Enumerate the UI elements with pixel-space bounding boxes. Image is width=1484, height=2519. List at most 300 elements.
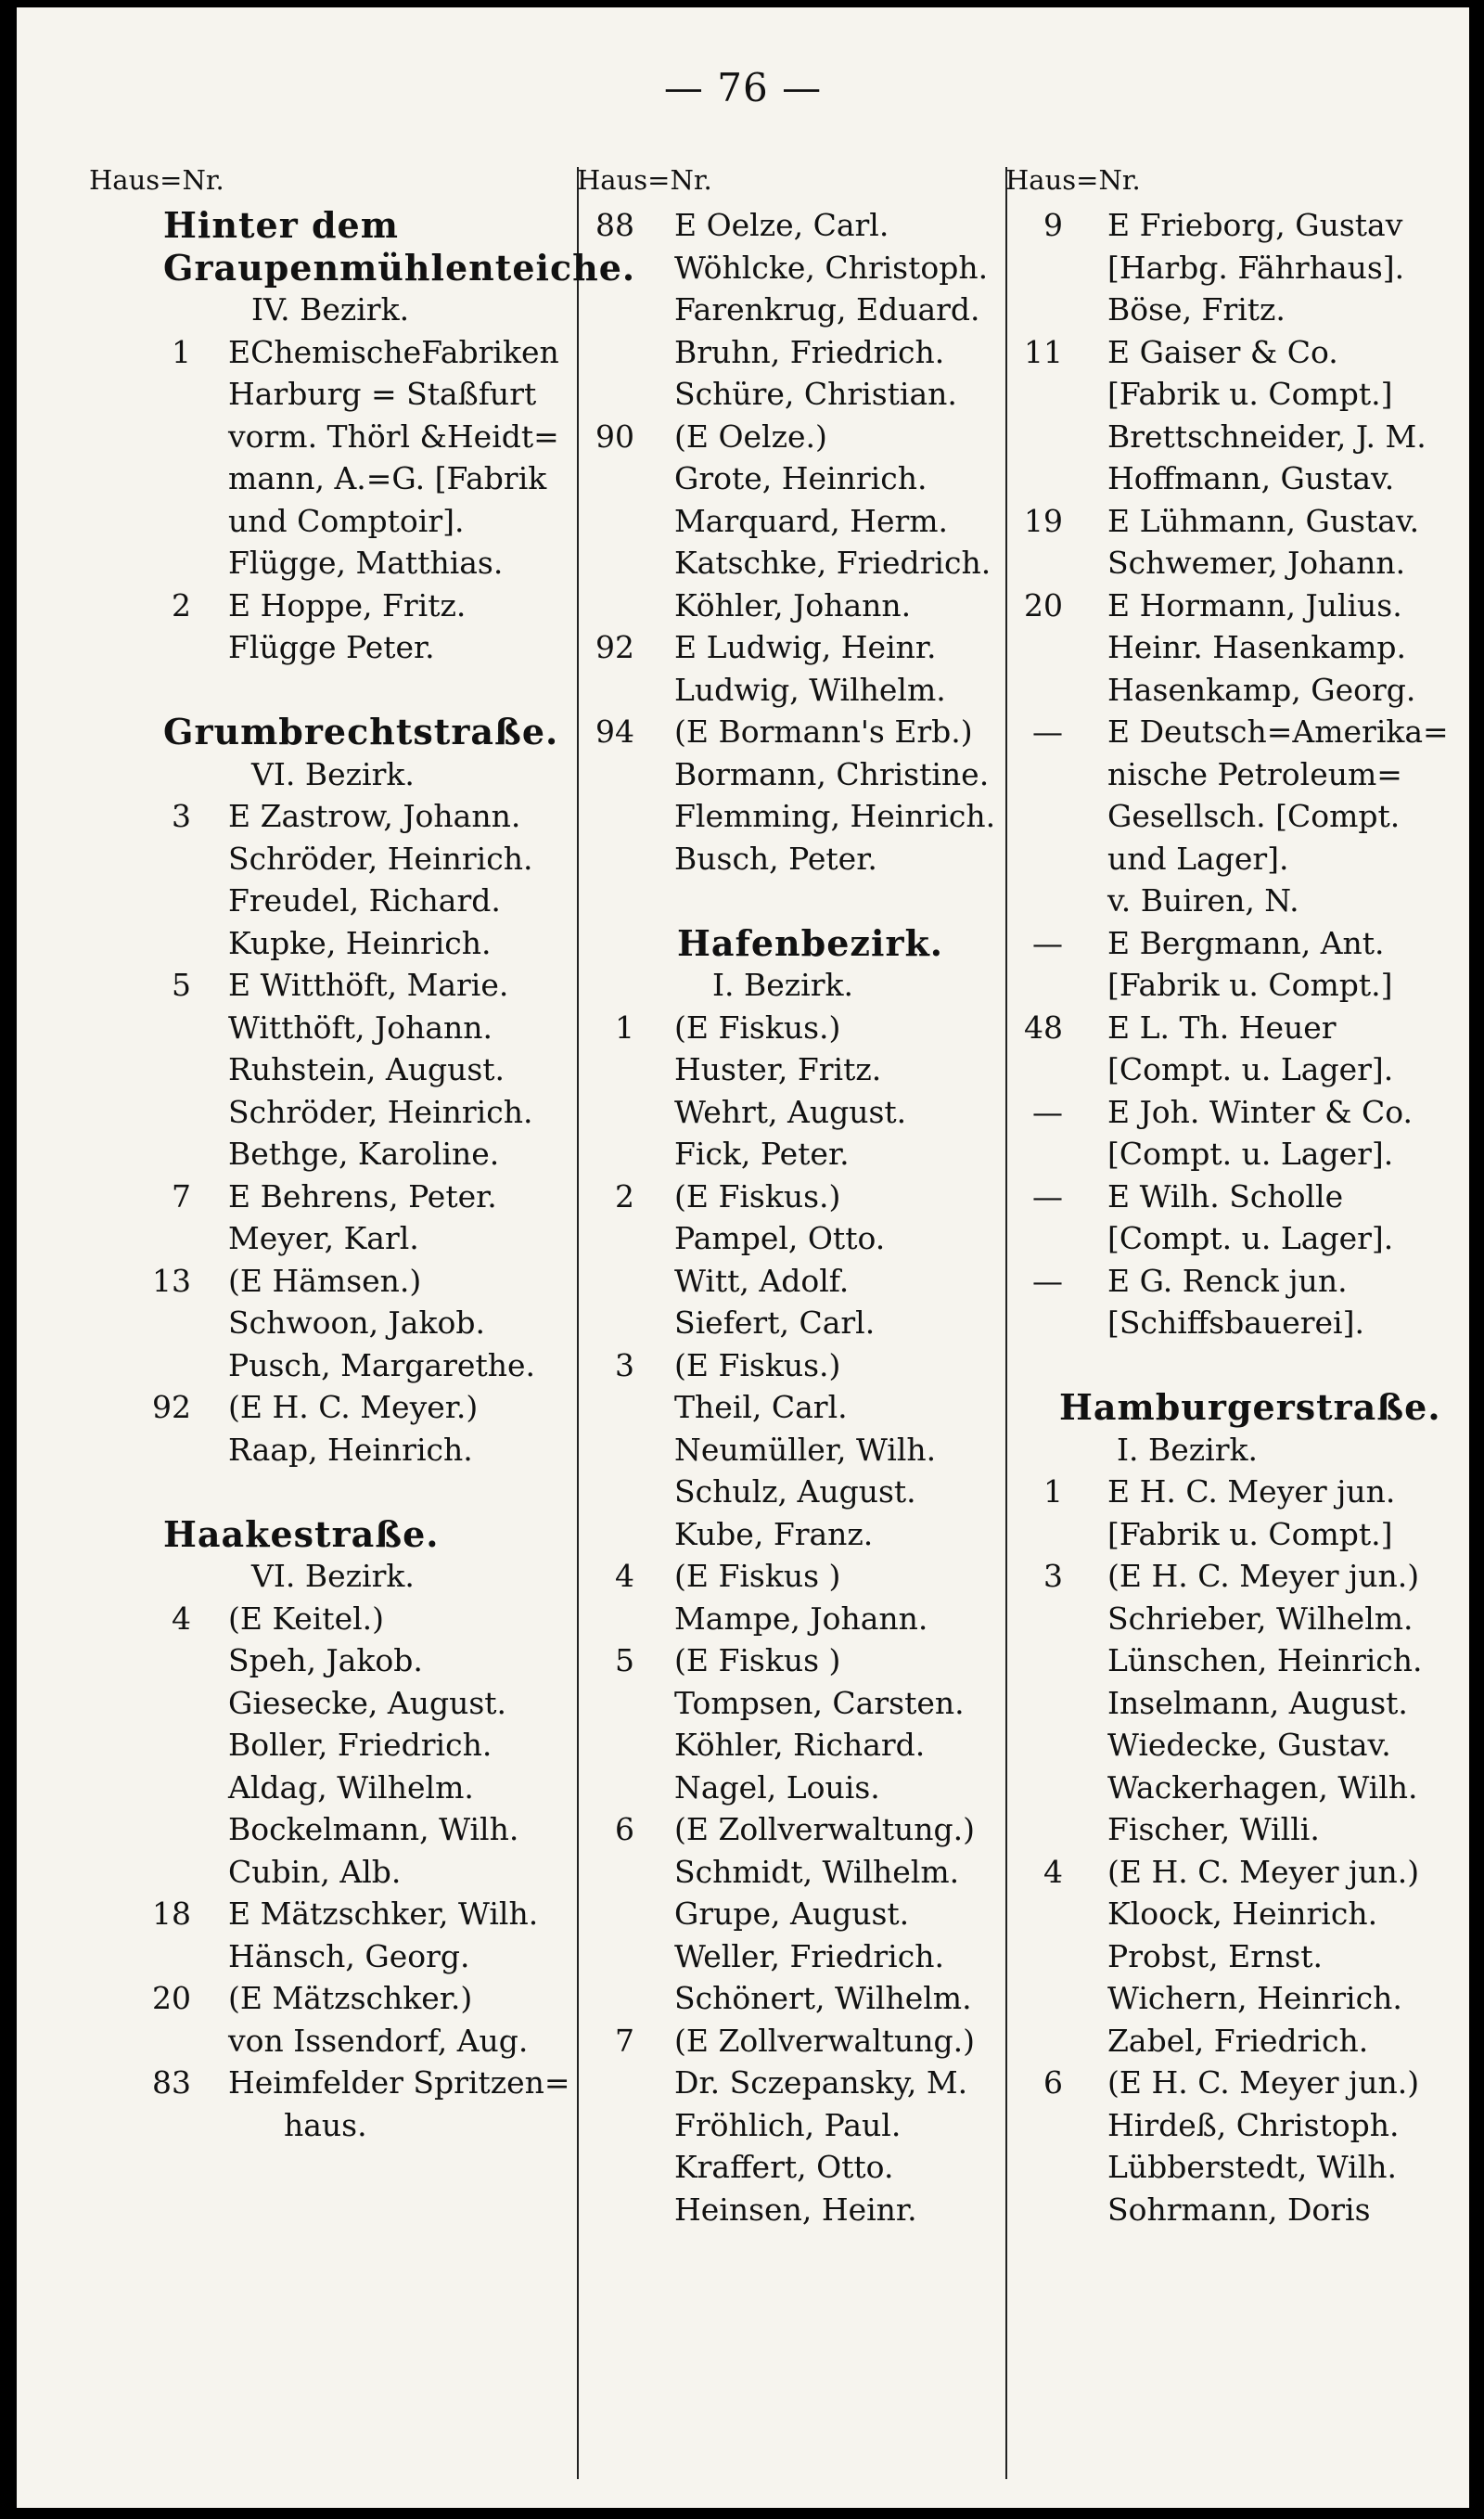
house-entry: [135, 2062, 571, 2104]
house-number: 2: [615, 1177, 634, 1215]
district-label: [586, 964, 1004, 1007]
resident-line: [1015, 416, 1469, 458]
entry-text: Schröder, Heinrich.: [228, 1093, 533, 1130]
resident-line: [586, 669, 1004, 712]
resident-line: [135, 1639, 571, 1682]
entry-text: [Fabrik u. Compt.]: [1107, 967, 1393, 1003]
house-entry: [586, 204, 1004, 247]
entry-text: Brettschneider, J. M.: [1107, 418, 1426, 455]
entry-text: Hänsch, Georg.: [228, 1937, 470, 1974]
resident-line: [586, 753, 1004, 796]
house-entry: [1015, 331, 1469, 374]
entry-text: Probst, Ernst.: [1107, 1937, 1323, 1974]
resident-line: [586, 457, 1004, 500]
entry-text: Fick, Peter.: [674, 1136, 850, 1172]
resident-line: [586, 2062, 1004, 2104]
entry-text: [Harbg. Fährhaus].: [1107, 249, 1405, 286]
entry-text: [Compt. u. Lager].: [1107, 1136, 1394, 1172]
resident-line: [586, 1260, 1004, 1303]
entry-text: Meyer, Karl.: [228, 1220, 419, 1256]
house-number: —: [1032, 924, 1063, 961]
entry-text: (E H. C. Meyer jun.): [1107, 1558, 1420, 1594]
page-number: — 76 —: [663, 65, 823, 110]
house-entry: [586, 1808, 1004, 1851]
house-entry: [1015, 1091, 1469, 1134]
entry-text: Flemming, Heinrich.: [674, 798, 996, 834]
entry-text: haus.: [284, 2106, 367, 2143]
resident-line: [135, 416, 571, 458]
entry-text: Ludwig, Wilhelm.: [674, 671, 946, 708]
district-name: I. Bezirk.: [712, 967, 853, 1003]
entry-text: E G. Renck jun.: [1107, 1262, 1348, 1299]
resident-line: [586, 1598, 1004, 1640]
house-entry: [1015, 1851, 1469, 1894]
resident-line: [1015, 1682, 1469, 1725]
resident-line: [1015, 1513, 1469, 1556]
entry-text: Schwemer, Johann.: [1107, 545, 1406, 581]
spacer: [135, 1471, 571, 1513]
resident-line: [135, 1302, 571, 1344]
resident-line: [586, 1091, 1004, 1134]
entry-text: Busch, Peter.: [674, 840, 877, 877]
entry-text: Schwoon, Jakob.: [228, 1304, 485, 1341]
entry-text: Grupe, August.: [674, 1896, 910, 1932]
house-entry: [586, 416, 1004, 458]
entry-text: Böse, Fritz.: [1107, 291, 1286, 328]
house-number: —: [1032, 1177, 1063, 1215]
street-name: Grumbrechtstraße.: [163, 711, 559, 752]
house-entry: [135, 1260, 571, 1303]
resident-line: [1015, 795, 1469, 838]
entry-text: von Issendorf, Aug.: [228, 2022, 529, 2059]
resident-line: [586, 1682, 1004, 1725]
house-number: —: [1032, 713, 1063, 750]
entry-text: Speh, Jakob.: [228, 1642, 423, 1678]
house-number: 7: [615, 2022, 634, 2059]
resident-line: [586, 1217, 1004, 1260]
resident-line: [1015, 753, 1469, 796]
entry-text: (E Bormann's Erb.): [674, 713, 973, 750]
house-entry: [135, 1893, 571, 1935]
house-number: 13: [152, 1262, 191, 1299]
house-entry: [1015, 500, 1469, 543]
entry-text: Schrieber, Wilhelm.: [1107, 1600, 1414, 1637]
column-header: Haus=Nr.: [577, 164, 712, 196]
entry-text: Fröhlich, Paul.: [674, 2106, 902, 2143]
house-entry: [1015, 922, 1469, 965]
entry-text: Köhler, Johann.: [674, 586, 912, 623]
resident-line: [1015, 1935, 1469, 1978]
resident-line: [1015, 1724, 1469, 1767]
entry-text: Inselmann, August.: [1107, 1684, 1408, 1721]
resident-line: [135, 838, 571, 880]
house-number: 83: [152, 2064, 191, 2101]
entry-text: Witthöft, Johann.: [228, 1009, 493, 1046]
resident-line: [1015, 457, 1469, 500]
house-entry: [135, 1176, 571, 1218]
resident-line: [1015, 2104, 1469, 2147]
entry-text: [Compt. u. Lager].: [1107, 1051, 1394, 1087]
entry-text: Schröder, Heinrich.: [228, 840, 533, 877]
resident-line: [1015, 626, 1469, 669]
entry-text: Theil, Carl.: [674, 1389, 848, 1425]
house-entry: [586, 711, 1004, 753]
house-number: 9: [1043, 207, 1063, 243]
entry-text: E Ludwig, Heinr.: [674, 629, 937, 665]
entry-text: Bockelmann, Wilh.: [228, 1811, 519, 1847]
house-number: 2: [172, 586, 191, 623]
resident-line: [135, 1724, 571, 1767]
resident-line: [586, 1977, 1004, 2020]
entry-text: Giesecke, August.: [228, 1684, 507, 1721]
entry-text: (E Zollverwaltung.): [674, 1811, 976, 1847]
house-entry: [1015, 204, 1469, 247]
entry-text: [Fabrik u. Compt.]: [1107, 1515, 1393, 1552]
street-heading: [135, 711, 571, 753]
resident-line: [135, 373, 571, 416]
resident-line: [135, 1091, 571, 1134]
entry-text: Lünschen, Heinrich.: [1107, 1642, 1423, 1678]
house-number: 92: [152, 1389, 191, 1425]
district-name: VI. Bezirk.: [251, 1558, 415, 1594]
resident-line: [1015, 1217, 1469, 1260]
house-entry: [1015, 1555, 1469, 1598]
resident-line: [1015, 2189, 1469, 2231]
entry-text: E Mätzschker, Wilh.: [228, 1896, 539, 1932]
entry-text: Schulz, August.: [674, 1473, 916, 1510]
spacer: [135, 669, 571, 712]
resident-line: [1015, 1893, 1469, 1935]
resident-line: [135, 1851, 571, 1894]
entry-text: [Fabrik u. Compt.]: [1107, 376, 1393, 412]
entry-text: E H. C. Meyer jun.: [1107, 1473, 1396, 1510]
house-entry: [586, 1639, 1004, 1682]
entry-text: Siefert, Carl.: [674, 1304, 876, 1341]
house-entry: [135, 964, 571, 1007]
entry-text: Huster, Fritz.: [674, 1051, 882, 1087]
house-number: 18: [152, 1896, 191, 1932]
house-number: 4: [1043, 1853, 1063, 1890]
house-entry: [1015, 1471, 1469, 1513]
entry-text: Kupke, Heinrich.: [228, 924, 492, 961]
house-entry: [135, 795, 571, 838]
entry-text: Sohrmann, Doris: [1107, 2191, 1371, 2228]
resident-line: [135, 542, 571, 585]
resident-line: [586, 542, 1004, 585]
house-number: 3: [615, 1346, 634, 1383]
house-entry: [586, 1555, 1004, 1598]
resident-line: [1015, 289, 1469, 331]
entry-text: und Lager].: [1107, 840, 1289, 877]
spacer: [586, 880, 1004, 922]
column-3: [1005, 156, 1469, 2230]
resident-line: [135, 457, 571, 500]
entry-text: E Behrens, Peter.: [228, 1177, 497, 1215]
entry-text: Hasenkamp, Georg.: [1107, 671, 1416, 708]
street-heading: [586, 922, 1004, 965]
resident-line: [1015, 1133, 1469, 1176]
resident-line: [586, 1893, 1004, 1935]
resident-line: [1015, 1808, 1469, 1851]
district-name: IV. Bezirk.: [251, 291, 410, 328]
resident-line: [586, 838, 1004, 880]
house-entry: [1015, 1176, 1469, 1218]
entry-text: Kraffert, Otto.: [674, 2149, 894, 2185]
entry-text: (E Mätzschker.): [228, 1980, 473, 2016]
entry-text: vorm. Thörl &Heidt=: [228, 418, 559, 455]
entry-text: Hoffmann, Gustav.: [1107, 460, 1395, 496]
entry-text: (E Fiskus ): [674, 1642, 841, 1678]
resident-line: [586, 1724, 1004, 1767]
resident-line: [586, 1302, 1004, 1344]
entry-text: Heinsen, Heinr.: [674, 2191, 917, 2228]
resident-line: [135, 626, 571, 669]
entry-text: Schüre, Christian.: [674, 376, 957, 412]
resident-line: [1015, 542, 1469, 585]
resident-line: [586, 1935, 1004, 1978]
entry-text: Zabel, Friedrich.: [1107, 2022, 1369, 2059]
entry-text: (E Hämsen.): [228, 1262, 422, 1299]
entry-text: Wöhlcke, Christoph.: [674, 249, 989, 286]
house-number: 4: [615, 1558, 634, 1594]
entry-text: Wichern, Heinrich.: [1107, 1980, 1402, 2016]
street-name: Hafenbezirk.: [677, 921, 944, 964]
house-entry: [1015, 711, 1469, 753]
resident-line: [1015, 2020, 1469, 2063]
entry-text: (E Zollverwaltung.): [674, 2022, 976, 2059]
resident-line: [135, 1048, 571, 1091]
resident-line: [586, 1471, 1004, 1513]
entry-text: (E Fiskus.): [674, 1346, 841, 1383]
house-number: 5: [172, 967, 191, 1003]
house-entry: [586, 626, 1004, 669]
entry-text: mann, A.=G. [Fabrik: [228, 460, 547, 496]
entry-text: Farenkrug, Eduard.: [674, 291, 980, 328]
street-name: Hamburgerstraße.: [1059, 1386, 1441, 1428]
resident-line: [586, 289, 1004, 331]
house-number: 11: [1024, 333, 1063, 370]
entry-text: Marquard, Herm.: [674, 502, 949, 539]
entry-text: Kube, Franz.: [674, 1515, 874, 1552]
entry-text: [Schiffsbauerei].: [1107, 1304, 1364, 1341]
entry-text: Cubin, Alb.: [228, 1853, 402, 1890]
resident-line: [135, 1429, 571, 1472]
resident-line: [586, 500, 1004, 543]
entry-text: Wehrt, August.: [674, 1093, 907, 1130]
entry-text: Mampe, Johann.: [674, 1600, 928, 1637]
entry-text: Bormann, Christine.: [674, 755, 990, 792]
district-label: [135, 289, 571, 331]
entry-text: E Zastrow, Johann.: [228, 798, 521, 834]
resident-line: [1015, 1598, 1469, 1640]
entry-text: Ruhstein, August.: [228, 1051, 505, 1087]
house-entry: [1015, 2062, 1469, 2104]
resident-line: [1015, 247, 1469, 289]
column-divider-2: [1005, 167, 1007, 2479]
entry-text: Bruhn, Friedrich.: [674, 333, 945, 370]
house-entry: [586, 1176, 1004, 1218]
district-label: [1015, 1429, 1469, 1472]
entry-text: E Hoppe, Fritz.: [228, 586, 467, 623]
street-heading: [135, 246, 636, 289]
column-header: Haus=Nr.: [89, 164, 224, 196]
column-2: [577, 156, 1004, 2230]
entry-text: Weller, Friedrich.: [674, 1937, 944, 1974]
resident-line: [586, 585, 1004, 627]
entry-text: Bethge, Karoline.: [228, 1136, 500, 1172]
entry-text: Lübberstedt, Wilh.: [1107, 2149, 1398, 2185]
resident-line: [586, 1851, 1004, 1894]
resident-line: [1015, 2146, 1469, 2189]
entry-text: [Compt. u. Lager].: [1107, 1220, 1394, 1256]
house-entry: [135, 1386, 571, 1429]
entry-text: Neumüller, Wilh.: [674, 1431, 937, 1468]
entry-text: Flügge, Matthias.: [228, 545, 504, 581]
resident-line: [135, 1682, 571, 1725]
entry-text: E Gaiser & Co.: [1107, 333, 1338, 370]
entry-text: E Lühmann, Gustav.: [1107, 502, 1420, 539]
resident-line: [1015, 838, 1469, 880]
house-entry: [135, 1977, 571, 2020]
district-label: [135, 1555, 571, 1598]
house-number: 7: [172, 1177, 191, 1215]
entry-text: Heinr. Hasenkamp.: [1107, 629, 1406, 665]
house-number: —: [1032, 1093, 1063, 1130]
resident-line: [586, 2104, 1004, 2147]
entry-text: (E Fiskus.): [674, 1177, 841, 1215]
resident-line: [586, 1429, 1004, 1472]
entry-text: Raap, Heinrich.: [228, 1431, 473, 1468]
entry-text: Schmidt, Wilhelm.: [674, 1853, 960, 1890]
entry-text: Schönert, Wilhelm.: [674, 1980, 972, 2016]
entry-text: E Oelze, Carl.: [674, 207, 889, 243]
resident-line: [586, 1513, 1004, 1556]
district-label: [135, 753, 571, 796]
resident-line: [135, 1217, 571, 1260]
resident-line: [586, 2146, 1004, 2189]
house-number: 19: [1024, 502, 1063, 539]
house-number: 6: [615, 1811, 634, 1847]
entry-text: (E Keitel.): [228, 1600, 385, 1637]
resident-line: [135, 2104, 571, 2147]
entry-text: Grote, Heinrich.: [674, 460, 928, 496]
resident-line: [1015, 1048, 1469, 1091]
resident-line: [135, 922, 571, 965]
resident-line: [1015, 1302, 1469, 1344]
resident-line: [135, 1767, 571, 1809]
entry-text: Fischer, Willi.: [1107, 1811, 1320, 1847]
entry-text: E L. Th. Heuer: [1107, 1009, 1337, 1046]
house-entry: [586, 2020, 1004, 2063]
house-number: 3: [172, 798, 191, 834]
resident-line: [1015, 880, 1469, 922]
resident-line: [135, 1808, 571, 1851]
house-number: 94: [595, 713, 634, 750]
resident-line: [135, 1133, 571, 1176]
house-entry: [586, 1007, 1004, 1049]
entry-text: Harburg = Staßfurt: [228, 376, 537, 412]
house-number: 1: [172, 333, 191, 370]
house-number: 20: [1024, 586, 1063, 623]
house-entry: [135, 1598, 571, 1640]
house-entry: [1015, 1007, 1469, 1049]
entry-text: Flügge Peter.: [228, 629, 435, 665]
house-number: 92: [595, 629, 634, 665]
entry-text: Pampel, Otto.: [674, 1220, 886, 1256]
house-number: 6: [1043, 2064, 1063, 2101]
house-entry: [1015, 1260, 1469, 1303]
entry-text: und Comptoir].: [228, 502, 465, 539]
street-name: Hinter dem: [163, 204, 399, 246]
entry-text: E Deutsch=Amerika=: [1107, 713, 1449, 750]
entry-text: v. Buiren, N.: [1107, 882, 1299, 919]
entry-text: (E H. C. Meyer.): [228, 1389, 479, 1425]
column-divider-1: [577, 167, 579, 2479]
entry-text: Hirdeß, Christoph.: [1107, 2106, 1400, 2143]
entry-text: (E Oelze.): [674, 418, 827, 455]
entry-text: Aldag, Wilhelm.: [228, 1768, 474, 1806]
entry-text: (E H. C. Meyer jun.): [1107, 1853, 1420, 1890]
resident-line: [586, 247, 1004, 289]
house-number: 20: [152, 1980, 191, 2016]
resident-line: [135, 1007, 571, 1049]
resident-line: [135, 2020, 571, 2063]
resident-line: [1015, 1639, 1469, 1682]
spacer: [1015, 1344, 1469, 1387]
entry-text: nische Petroleum=: [1107, 755, 1402, 792]
directory-page: [17, 7, 1469, 2508]
resident-line: [586, 1048, 1004, 1091]
house-number: 48: [1024, 1009, 1063, 1046]
district-name: I. Bezirk.: [1117, 1431, 1258, 1468]
resident-line: [586, 1767, 1004, 1809]
entry-text: E Witthöft, Marie.: [228, 967, 509, 1003]
resident-line: [1015, 1977, 1469, 2020]
house-entry: [135, 331, 571, 374]
resident-line: [586, 1133, 1004, 1176]
entry-text: Katschke, Friedrich.: [674, 545, 991, 581]
street-heading: [1015, 1386, 1469, 1429]
resident-line: [586, 795, 1004, 838]
entry-text: Nagel, Louis.: [674, 1768, 880, 1806]
entry-text: Wiedecke, Gustav.: [1107, 1727, 1391, 1763]
resident-line: [586, 331, 1004, 374]
entry-text: (E Fiskus.): [674, 1009, 841, 1046]
entry-text: EChemischeFabriken: [228, 333, 559, 370]
resident-line: [1015, 1767, 1469, 1809]
street-heading: [135, 1513, 571, 1556]
entry-text: E Wilh. Scholle: [1107, 1177, 1344, 1215]
entry-text: (E Fiskus ): [674, 1558, 841, 1594]
house-number: 88: [595, 207, 634, 243]
district-name: VI. Bezirk.: [251, 755, 415, 792]
column-header: Haus=Nr.: [1005, 164, 1141, 196]
house-entry: [1015, 585, 1469, 627]
entry-text: Heimfelder Spritzen=: [228, 2064, 570, 2101]
entry-text: (E H. C. Meyer jun.): [1107, 2064, 1420, 2101]
resident-line: [586, 2189, 1004, 2231]
house-number: 5: [615, 1642, 634, 1678]
house-number: 1: [615, 1009, 634, 1046]
resident-line: [135, 500, 571, 543]
entry-text: Freudel, Richard.: [228, 882, 501, 919]
entry-text: E Bergmann, Ant.: [1107, 924, 1385, 961]
entry-text: Boller, Friedrich.: [228, 1727, 493, 1763]
resident-line: [1015, 669, 1469, 712]
street-name: Haakestraße.: [163, 1512, 440, 1555]
resident-line: [1015, 373, 1469, 416]
house-entry: [586, 1344, 1004, 1387]
